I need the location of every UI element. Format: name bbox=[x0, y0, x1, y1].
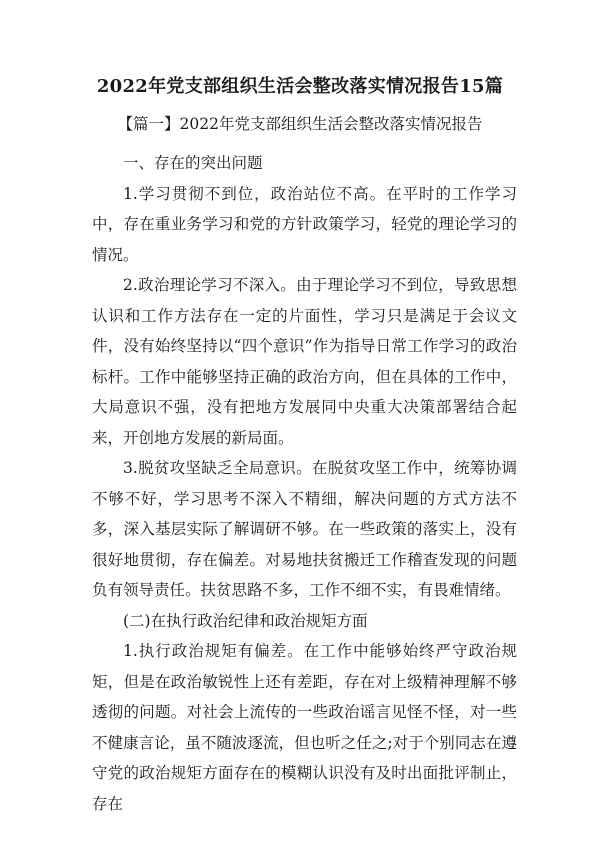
body-paragraph: 1.执行政治规矩有偏差。在工作中能够始终严守政治规矩，但是在政治敏锐性上还有差距，存在对上级精神理解不够透彻的问题。对社会上流传的一些政治谣言见怪不怪，对一些不健康言论，虽不随波逐流，但也听之任之;对于个别同志在遵守党的政治规矩方面存在的模糊认识没有及时出面批评制止，存在 bbox=[92, 642, 517, 813]
section-subtitle: 【篇一】2022年党支部组织生活会整改落实情况报告 bbox=[117, 115, 483, 133]
document-title: 2022年党支部组织生活会整改落实情况报告15篇 bbox=[96, 76, 504, 97]
body-paragraph: 1.学习贯彻不到位，政治站位不高。在平时的工作学习中，存在重业务学习和党的方针政策学习，轻党的理论学习的情况。 bbox=[92, 184, 517, 264]
body-paragraph: 3.脱贫攻坚缺乏全局意识。在脱贫攻坚工作中，统筹协调不够不好，学习思考不深入不精细，解决问题的方式方法不多，深入基层实际了解调研不够。在一些政策的落实上，没有很好地贯彻，存在偏差。对易地扶贫搬迁工作稽查发现的问题负有领导责任。扶贫思路不多，工作不细不实，有畏难情绪。 bbox=[92, 459, 517, 599]
document-body bbox=[92, 148, 517, 819]
section-heading: (二)在执行政治纪律和政治规矩方面 bbox=[123, 611, 368, 630]
body-paragraph: 2.政治理论学习不深入。由于理论学习不到位，导致思想认识和工作方法存在一定的片面性，学习只是满足于会议文件，没有始终坚持以“四个意识”作为指导日常工作学习的政治标杆。工作中能够坚持正确的政治方向，但在具体的工作中，大局意识不强，没有把地方发展同中央重大决策部署结合起来，开创地方发展的新局面。 bbox=[92, 276, 517, 447]
section-heading: 一、存在的突出问题 bbox=[123, 154, 263, 172]
